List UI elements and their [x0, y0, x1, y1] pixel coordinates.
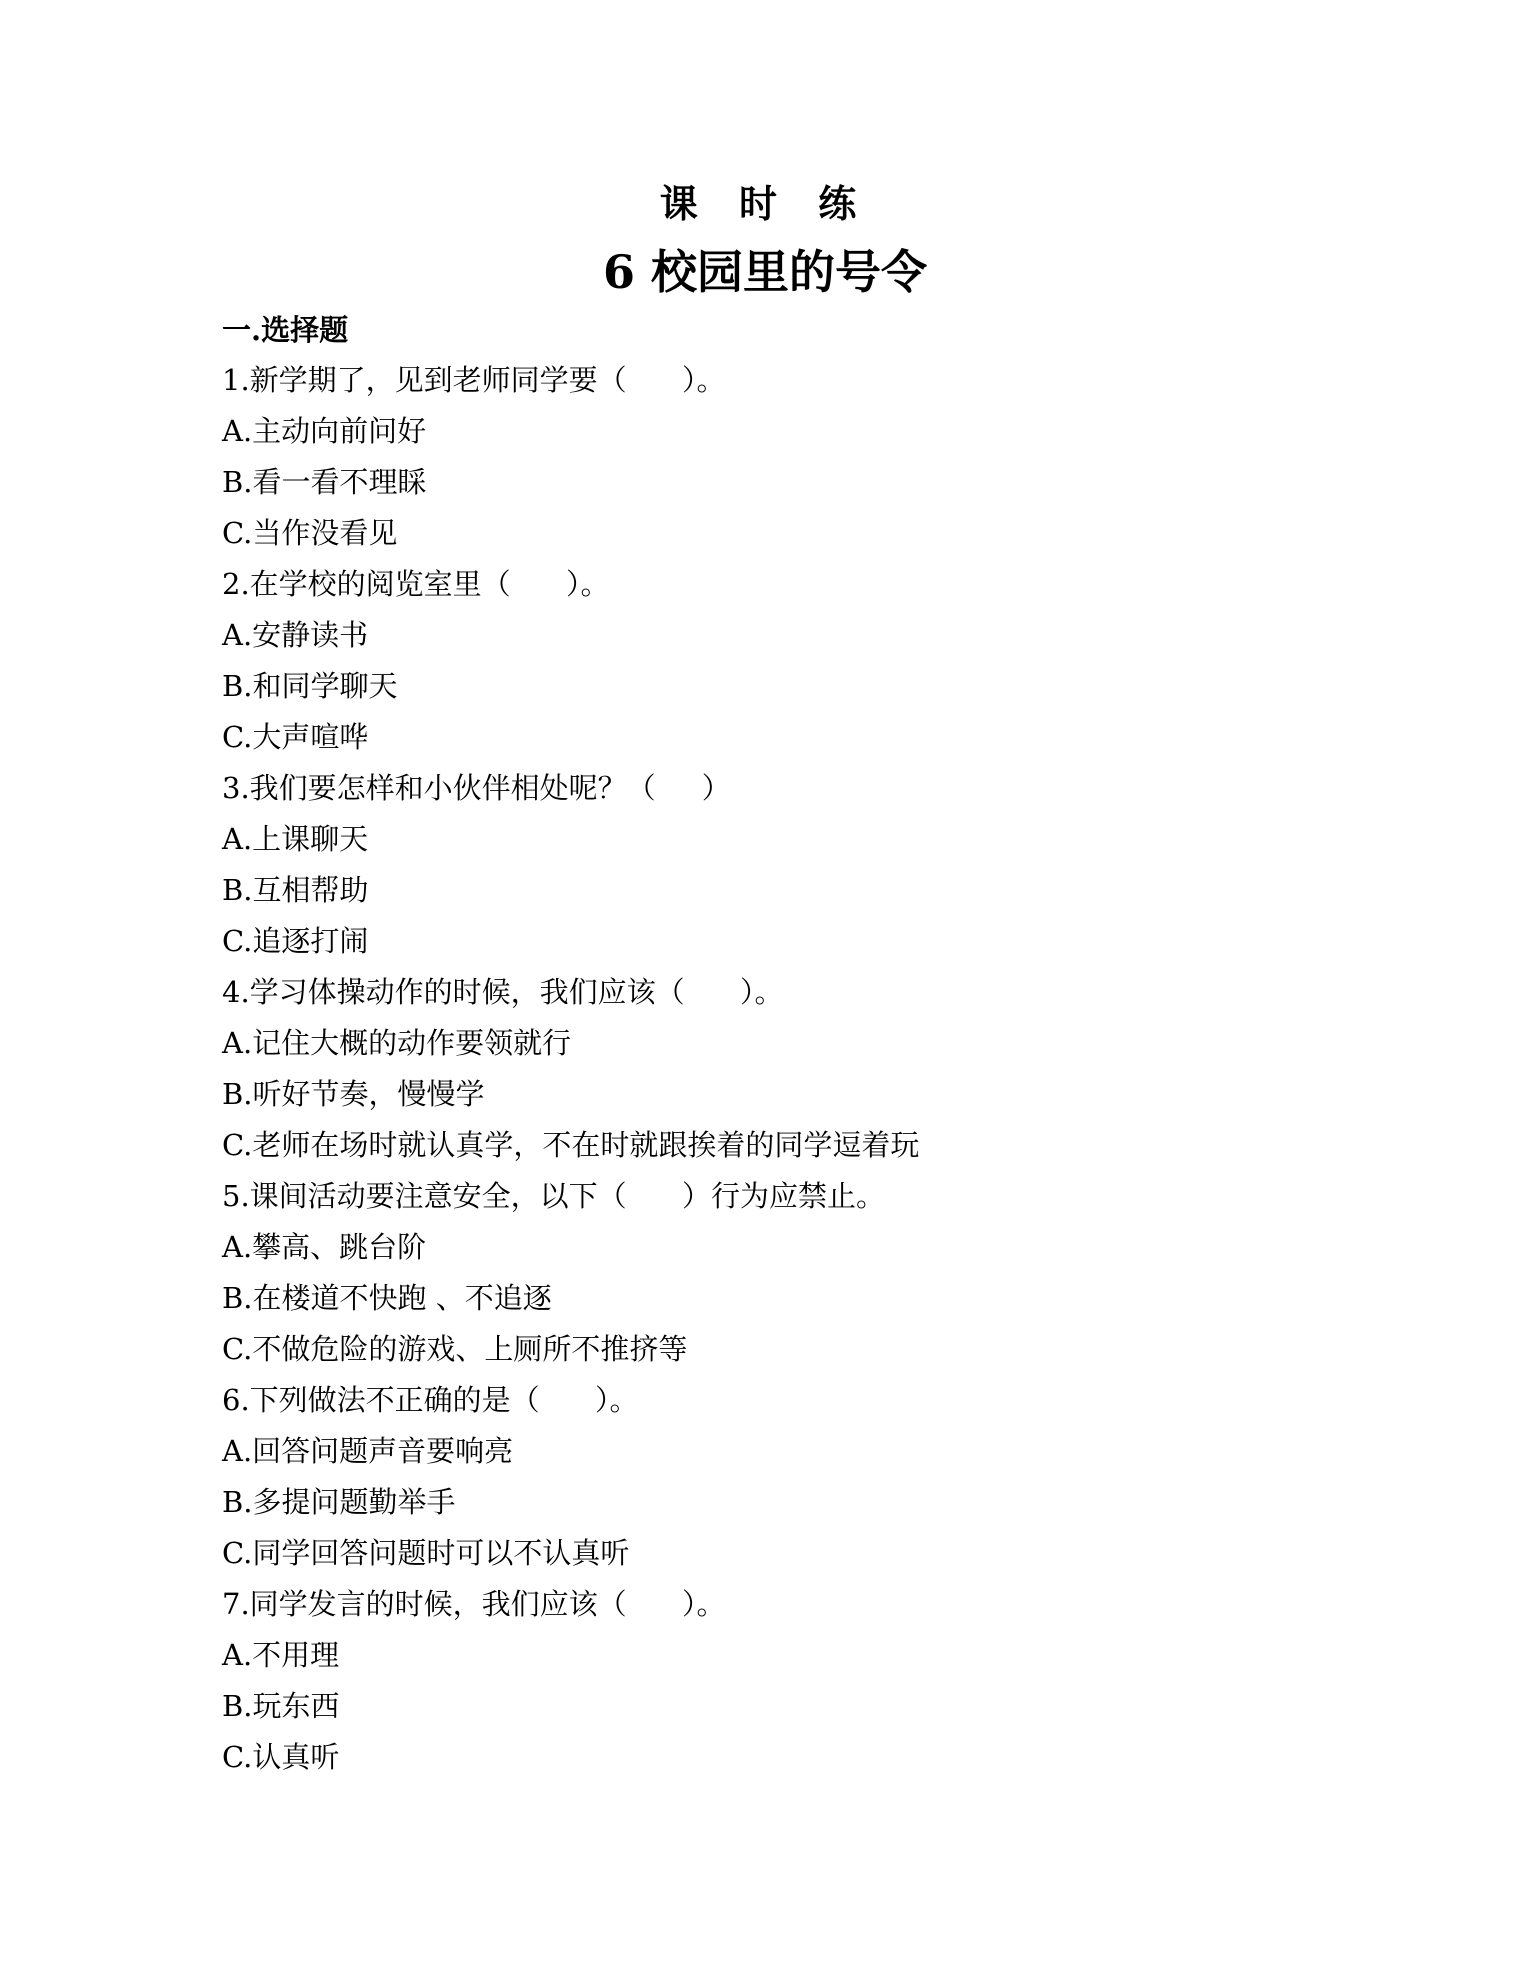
lesson-title: 6 校园里的号令 [602, 245, 928, 299]
option-c: C.认真听 [222, 1740, 340, 1774]
question-stem: 7.同学发言的时候，我们应该（ ）。 [222, 1587, 726, 1621]
worksheet-title: 课 时 练 [659, 181, 871, 226]
option-a: A.回答问题声音要响亮 [222, 1434, 514, 1468]
option-a: A.安静读书 [222, 618, 369, 652]
option-c: C.追逐打闹 [222, 924, 369, 958]
option-b: B.在楼道不快跑 、不追逐 [222, 1281, 552, 1315]
option-c: C.同学回答问题时可以不认真听 [222, 1536, 630, 1570]
option-b: B.互相帮助 [222, 873, 369, 907]
question-stem: 3.我们要怎样和小伙伴相处呢？（ ） [222, 771, 731, 805]
question-1 [222, 355, 1322, 559]
question-6 [222, 1375, 1322, 1579]
option-c: C.老师在场时就认真学，不在时就跟挨着的同学逗着玩 [222, 1128, 920, 1162]
question-2 [222, 559, 1322, 763]
option-a: A.上课聊天 [222, 822, 369, 856]
question-5 [222, 1171, 1322, 1375]
section-heading: 一.选择题 [222, 313, 349, 347]
question-stem: 4.学习体操动作的时候，我们应该（ ）。 [222, 975, 784, 1009]
option-b: B.玩东西 [222, 1689, 340, 1723]
option-a: A.记住大概的动作要领就行 [222, 1026, 572, 1060]
question-7 [222, 1579, 1322, 1783]
option-a: A.攀高、跳台阶 [222, 1230, 427, 1264]
question-list [222, 355, 1322, 1783]
question-3 [222, 763, 1322, 967]
option-b: B.多提问题勤举手 [222, 1485, 456, 1519]
question-stem: 2.在学校的阅览室里（ ）。 [222, 567, 610, 601]
option-c: C.当作没看见 [222, 516, 398, 550]
question-stem: 5.课间活动要注意安全，以下（ ）行为应禁止。 [222, 1179, 885, 1213]
option-a: A.不用理 [222, 1638, 340, 1672]
option-a: A.主动向前问好 [222, 414, 427, 448]
question-stem: 1.新学期了，见到老师同学要（ ）。 [222, 363, 726, 397]
question-4 [222, 967, 1322, 1171]
option-b: B.看一看不理睬 [222, 465, 427, 499]
option-c: C.不做危险的游戏、上厕所不推挤等 [222, 1332, 688, 1366]
option-b: B.和同学聊天 [222, 669, 398, 703]
option-c: C.大声喧哗 [222, 720, 369, 754]
question-stem: 6.下列做法不正确的是（ ）。 [222, 1383, 639, 1417]
option-b: B.听好节奏，慢慢学 [222, 1077, 485, 1111]
